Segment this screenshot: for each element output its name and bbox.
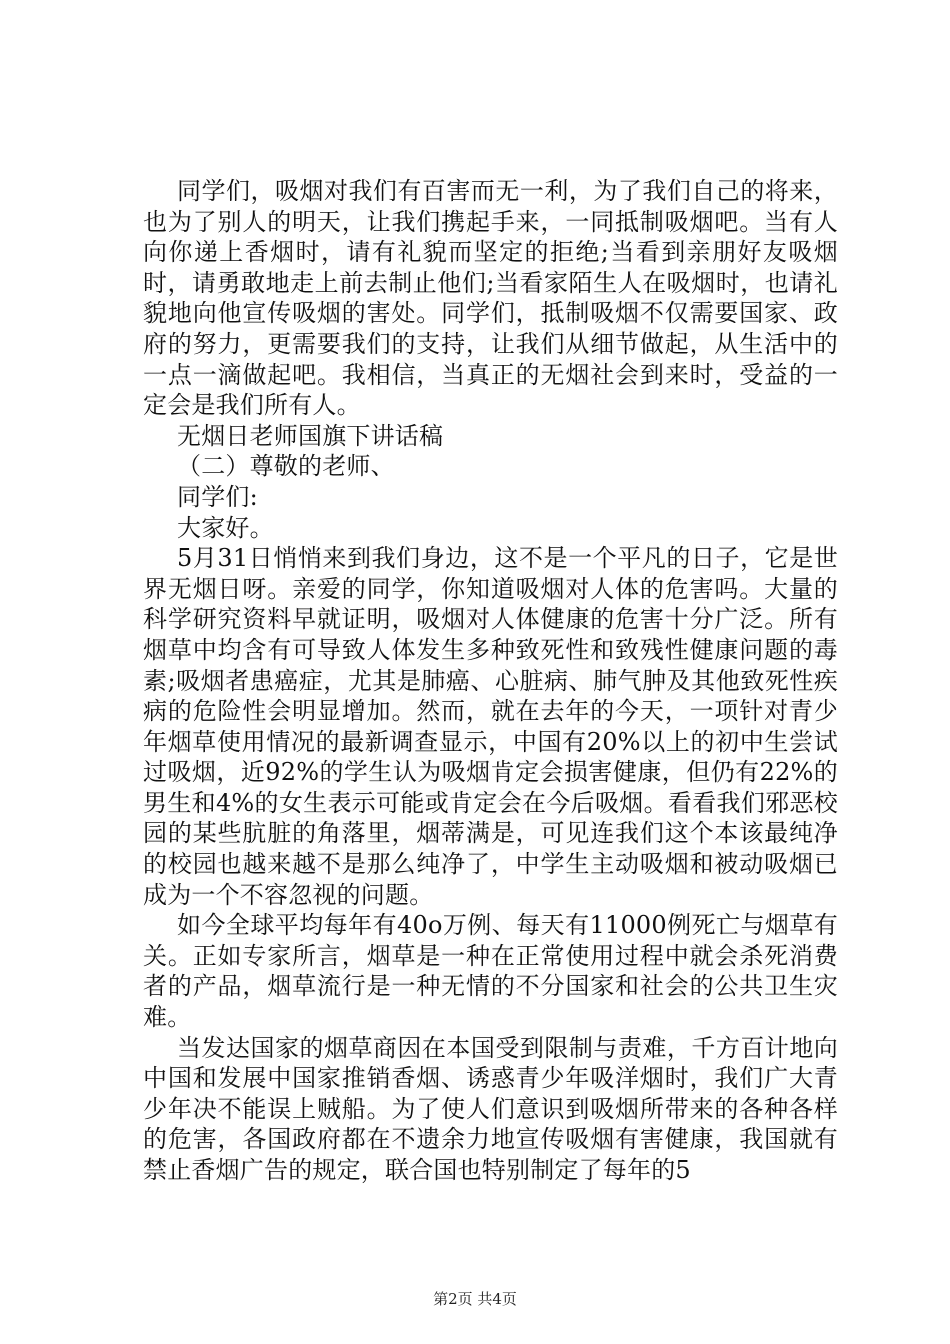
salutation-students: 同学们: (177, 482, 258, 511)
speech-title: 无烟日老师国旗下讲话稿 (177, 421, 444, 450)
greeting: 大家好。 (177, 513, 274, 542)
salutation-teachers: （二）尊敬的老师、 (177, 452, 395, 481)
paragraph-tobacco-marketing: 当发达国家的烟草商因在本国受到限制与责难，千方百计地向中国和发展中国家推销香烟、诱惑青少年吸洋烟时，我们广大青少年决不能误上贼船。为了使人们意识到吸烟所带来的各种各样的危害，各国政府都在不遗余力地宣传吸烟有害健康，我国就有禁止香烟广告的规定，联合国也特别制定了每年的5 (143, 1033, 838, 1184)
paragraph-world-no-tobacco-day: 5月31日悄悄来到我们身边，这不是一个平凡的日子，它是世界无烟日呀。亲爱的同学，你知道吸烟对人体的危害吗。大量的科学研究资料早就证明，吸烟对人体健康的危害十分广泛。所有烟草中均含有可导致人体发生多种致死性和致残性健康问题的毒素;吸烟者患癌症，尤其是肺癌、心脏病、肺气肿及其他致死性疾病的危险性会明显增加。然而，就在去年的今天，一项针对青少年烟草使用情况的最新调查显示，中国有20%以上的初中生尝试过吸烟，近92%的学生认为吸烟肯定会损害健康，但仍有22%的男生和4%的女生表示可能或肯定会在今后吸烟。看看我们邪恶校园的某些肮脏的角落里，烟蒂满是，可见连我们这个本该最纯净的校园也越来越不是那么纯净了，中学生主动吸烟和被动吸烟已成为一个不容忽视的问题。 (143, 544, 838, 909)
paragraph-global-deaths: 如今全球平均每年有40o万例、每天有11000例死亡与烟草有关。正如专家所言，烟草是一种在正常使用过程中就会杀死消费者的产品，烟草流行是一种无情的不分国家和社会的公共卫生灾难。 (143, 911, 838, 1032)
document-body (143, 176, 838, 1186)
paragraph-closing-appeal: 同学们，吸烟对我们有百害而无一利，为了我们自己的将来，也为了别人的明天，让我们携起手来，一同抵制吸烟吧。当有人向你递上香烟时，请有礼貌而坚定的拒绝;当看到亲朋好友吸烟时，请勇敢地走上前去制止他们;当看家陌生人在吸烟时，也请礼貌地向他宣传吸烟的害处。同学们，抵制吸烟不仅需要国家、政府的努力，更需要我们的支持，让我们从细节做起，从生活中的一点一滴做起吧。我相信，当真正的无烟社会到来时，受益的一定会是我们所有人。 (143, 177, 838, 420)
page-number-footer: 第2页 共4页 (433, 1290, 517, 1308)
